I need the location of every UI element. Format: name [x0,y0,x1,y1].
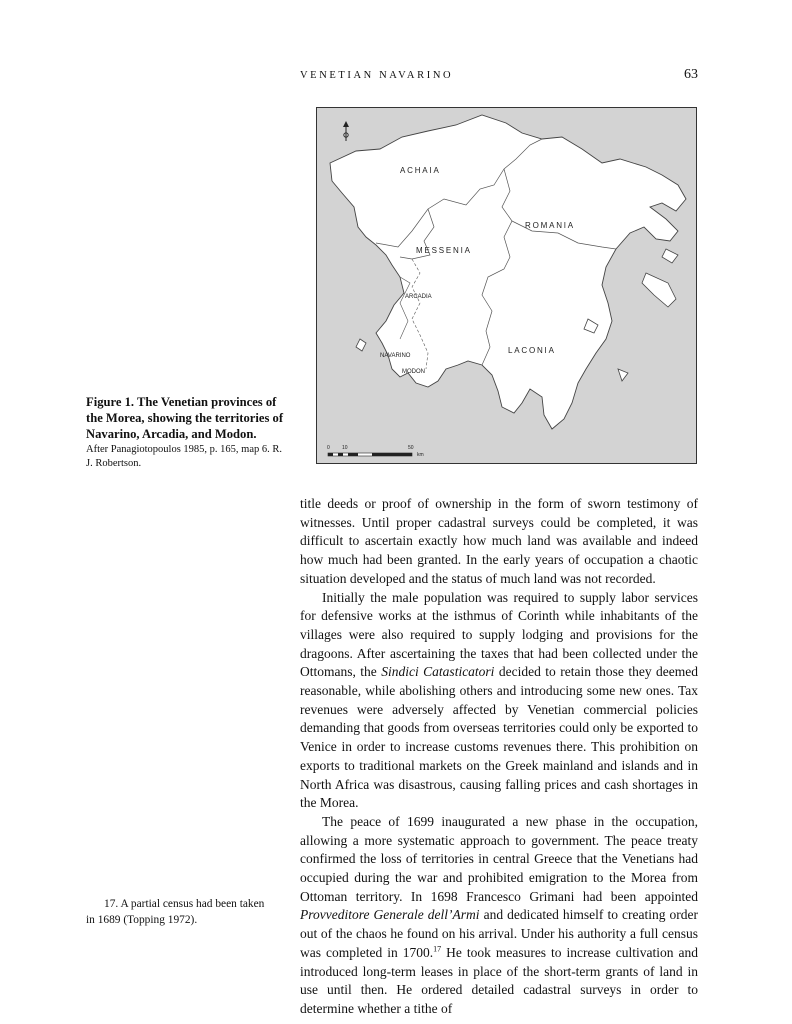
morea-map [316,107,697,464]
caption-title: Figure 1. The Venetian provinces of the Morea, showing the territories of Navarino, Arcadia, and Modon. [86,395,284,441]
body-text [300,495,698,1019]
italic-title: Provveditore Generale dell’Armi [300,907,480,923]
page-number: 63 [684,67,698,82]
running-title: VENETIAN NAVARINO [300,70,454,81]
map-label-messenia: MESSENIA [416,246,472,255]
map-label-laconia: LACONIA [508,346,556,355]
paragraph-3: The peace of 1699 inaugurated a new phase in the occupation, allowing a more systematic approach to government. The peace treaty confirmed the loss of territories in central Greece that the Venetians had occupied during the war and prohibited emigration to the Morea from Ottoman territory. In 1698 Francesco Grimani had been appointed Provveditore Generale dell’Armi and dedicated himself to creating order out of the chaos he found on his arrival. Under his authority a full census was completed in 1700.17 He took measures to increase cultivation and introduced long-term leases in place of the short-term grants of land in use until then. He ordered detailed cadastral surveys in order to determine whether a tithe of [300,813,698,1016]
scale-label-fifty: 50 [408,445,414,451]
figure-caption [86,394,286,471]
italic-term: Sindici Catasticatori [381,664,495,680]
paragraph-2: Initially the male population was required to supply labor services for defensive works at the isthmus of Corinth while inhabitants of the villages were also required to supply lodging and provisions for the dragoons. After ascertaining the taxes that had been collected under the Ottomans, the Sindici Catasticatori decided to retain those they deemed reasonable, while abolishing others and introducing some new ones. Tax revenues were adversely affected by Venetian commercial policies demanding that goods from overseas territories could only be exported to Venice in order to increase customs revenues there. This prohibition on exports to traditional markets on the Greek mainland and islands and in North Africa was disastrous, causing falling prices and cash shortages in the Morea. [300,589,698,811]
map-label-navarino: NAVARINO [380,353,411,359]
footnote-ref[interactable]: 17 [433,944,442,954]
map-label-romania: ROMANIA [525,221,575,230]
scale-unit: km [417,452,424,458]
map-label-achaia: ACHAIA [400,166,441,175]
map-label-arcadia: ARCADIA [405,294,432,300]
scale-label-ten: 10 [342,445,348,451]
map-label-modon: MODON [402,369,425,375]
footnote [86,897,276,928]
caption-source: After Panagiotopoulos 1985, p. 165, map 6. R. J. Robertson. [86,444,282,469]
running-head [300,67,698,88]
scale-label-zero: 0 [327,445,330,451]
footnote-text: 17. A partial census had been taken in 1689 (Topping 1972). [86,898,265,926]
paragraph-1: title deeds or proof of ownership in the form of sworn testimony of witnesses. Until proper cadastral surveys could be completed, it was difficult to ascertain exactly how much land was available and indeed how much had been granted. In the early years of occupation a chaotic situation developed and the status of much land was not recorded. [300,496,698,586]
